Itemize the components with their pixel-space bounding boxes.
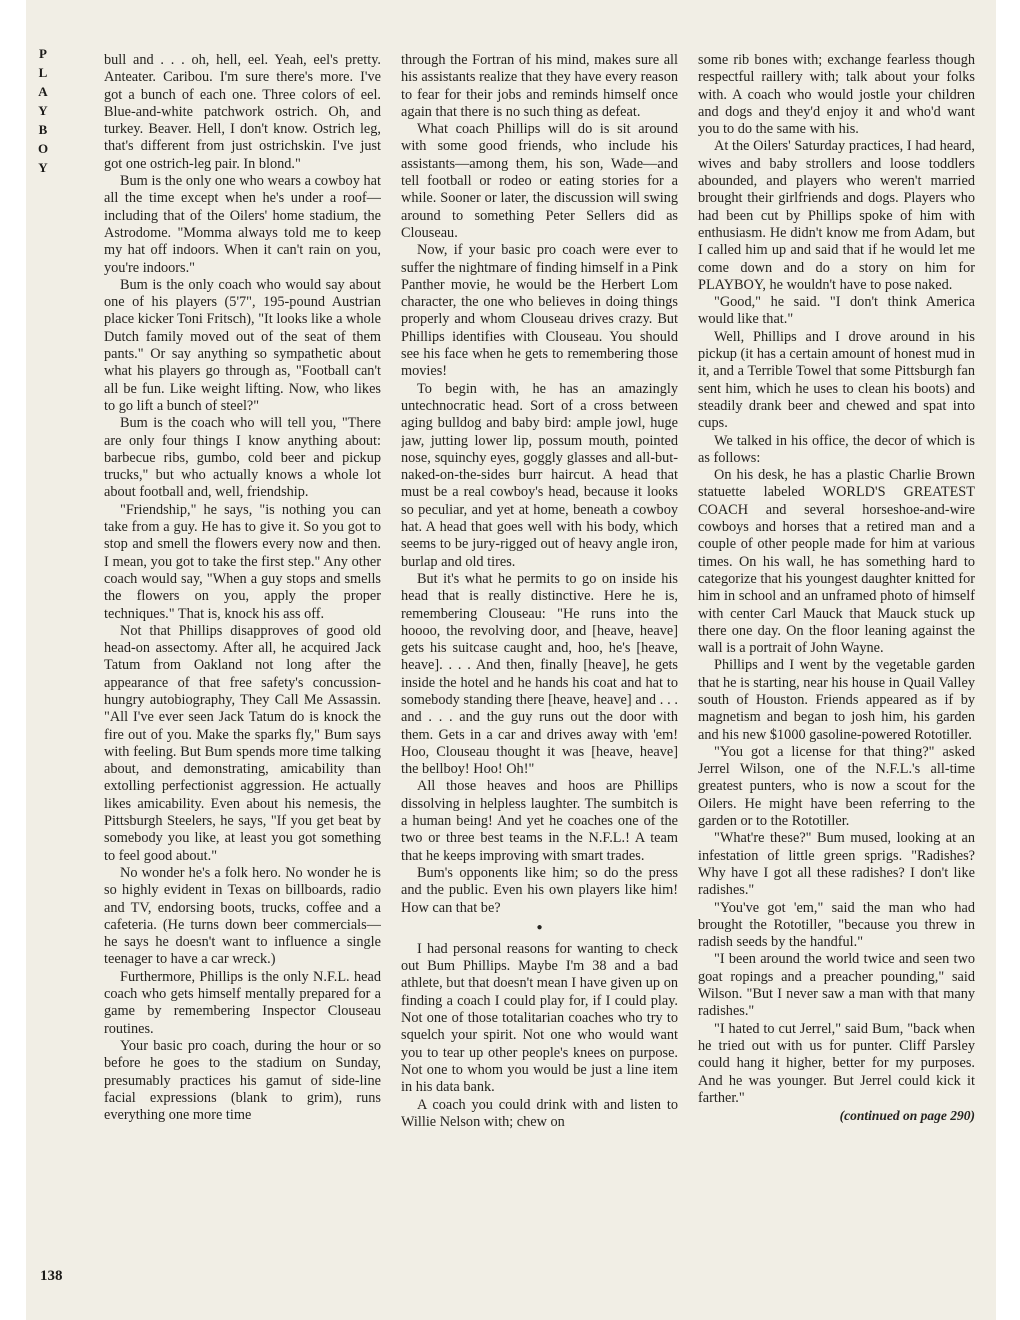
continued-note: (continued on page 290): [839, 1108, 975, 1124]
paragraph: On his desk, he has a plastic Charlie Brown statuette labeled WORLD'S GREATEST COACH and several horseshoe-and-wire cowboys and horses that a retired man and a couple of other people made for him at various times. On his wall, he has something hard to categorize that his youngest daughter knitted for him in school and an unframed photo of himself with center Carl Mauck that Mauck stuck up there one day. On the floor leaning against the wall is a portrait of John Wayne.: [698, 467, 975, 657]
paragraph: What coach Phillips will do is sit around with some good friends, who include his assistants—among them, his son, Wade—and tell football or rodeo or eating stories for a while. Sooner or later, the discussion will swing around to something Peter Sellers did as Clouseau.: [401, 121, 678, 241]
paragraph: Furthermore, Phillips is the only N.F.L. head coach who gets himself mentally prepared for a game by remembering Inspector Clouseau routines.: [104, 968, 381, 1037]
paragraph: Bum is the only coach who would say about one of his players (5'7", 195-pound Austrian place kicker Toni Fritsch), "It looks like a whole Dutch family moved out of the seat of them pants." Or say anything so sympathetic about what his players go through as, "Football can't all be fun. Like weight lifting. Now, who likes to go lift a bunch of steel?": [104, 276, 381, 414]
magazine-letter: B: [38, 122, 48, 137]
paragraph: "Good," he said. "I don't think America would like that.": [698, 294, 975, 328]
paragraph: "You got a license for that thing?" asked Jerrel Wilson, one of the N.F.L.'s all-time greatest punters, who is now a scout for the Oilers. He might have been referring to the garden or to the Rototiller.: [698, 743, 975, 830]
paragraph: No wonder he's a folk hero. No wonder he is so highly evident in Texas on billboards, radio and TV, endorsing boots, trucks, coffee and a cafeteria. (He turns down beer commercials—he says he doesn't want to influence a single teenager to have a car wreck.): [104, 864, 381, 968]
article-column-1: [104, 52, 381, 1264]
paragraph: some rib bones with; exchange fearless though respectful raillery with; talk about your folks with. A coach who would jostle your children and dogs and they'd enjoy it and who'd want you to do the same with his.: [698, 52, 975, 138]
magazine-name-vertical: [34, 44, 52, 177]
magazine-letter: P: [39, 46, 47, 61]
paragraph: "You've got 'em," said the man who had brought the Rototiller, "because you threw in radish seeds by the handful.": [698, 899, 975, 951]
paragraph: through the Fortran of his mind, makes sure all his assistants realize that they have every reason to fear for their jobs and reminds himself once again that there is no such thing as defeat.: [401, 52, 678, 120]
page-number: 138: [40, 1268, 63, 1284]
paragraph: Bum is the coach who will tell you, "There are only four things I know anything about: barbecue ribs, gumbo, cold beer and pickup trucks," but who actually knows a whole lot about football and, well, friendship.: [104, 415, 381, 501]
paragraph: Well, Phillips and I drove around in his pickup (it has a certain amount of honest mud in it, and a Terrible Towel that some Pittsburgh fan sent him, which he uses to clean his boots) and steadily drank beer and chewed and spat into cups.: [698, 328, 975, 432]
paragraph: "I been around the world twice and seen two goat ropings and a preacher pounding," said Wilson. "But I never saw a man with that many radishes.": [698, 951, 975, 1020]
paragraph: Phillips and I went by the vegetable garden that he is starting, near his house in Quail Valley south of Houston. Friends appeared as if by magnetism and began to josh him, his garden and his new $1000 gasoline-powered Rototiller.: [698, 657, 975, 743]
section-separator: ●: [536, 921, 543, 933]
paragraph: "Friendship," he says, "is nothing you can take from a guy. He has to give it. So you got to stop and smell the flowers every now and then. I mean, you got to take the first step." Any other coach would say, "When a guy stops and smells the flowers on you, apply the proper techniques." That is, knock his ass off.: [104, 501, 381, 622]
magazine-letter: A: [38, 84, 48, 99]
paragraph: "I hated to cut Jerrel," said Bum, "back when he tried out with us for punter. Cliff Parsley could hang it higher, better for my purposes. And he was younger. But Jerrel could kick it farther.": [698, 1020, 975, 1106]
article-column-2: [401, 52, 678, 1264]
paragraph: bull and . . . oh, hell, eel. Yeah, eel's pretty. Anteater. Caribou. I'm sure there's more. I've got a bunch of each one. Three colors of eel. Blue-and-white patchwork ostrich. Oh, and turkey. Beaver. Hell, I don't know. Ostrich leg, that's different from just ostrichskin. I've just got one ostrich-leg pair. In blond.": [104, 52, 381, 172]
magazine-letter: L: [38, 65, 48, 80]
paragraph: Not that Phillips disapproves of good old head-on assectomy. After all, he acquired Jack Tatum from Oakland not long after the appearance of that free safety's concussion-hungry autobiography, They Call Me Assassin. "All I've ever seen Jack Tatum do is knock the fire out of you. Make the sparks fly," Bum says with feeling. But Bum spends more time talking about, and demonstrating, amicability than extolling perfectionist aggression. He actually likes amicability. Even about his nemesis, the Pittsburgh Steelers, he says, "If you get beat by somebody you like, at least you got something to feel good about.": [104, 622, 381, 864]
paragraph: But it's what he permits to go on inside his head that is really distinctive. Here he is, remembering Clouseau: "He runs into the hoooo, the revolving door, and [heave, heave] gets his suitcase caught and, hoo, he's [heave, heave]. . . . And then, finally [heave], he gets inside the hotel and he hands his coat and hat to somebody standing there [heave, heave] and . . . and . . . and the guy runs out the door with them. Gets in a car and drives away with 'em! Hoo, Clouseau thought it was [heave, heave] the bellboy! Hoo! Oh!": [401, 570, 678, 778]
paragraph: All those heaves and hoos are Phillips dissolving in helpless laughter. The sumbitch is a human being! And yet he coaches one of the two or three best teams in the N.F.L.! A team that he keeps improving with smart trades.: [401, 778, 678, 864]
magazine-letter: Y: [38, 103, 48, 118]
paragraph: We talked in his office, the decor of which is as follows:: [698, 432, 975, 466]
magazine-letter: Y: [38, 160, 48, 175]
paragraph: At the Oilers' Saturday practices, I had heard, wives and baby strollers and loose toddlers abounded, and players who weren't married brought their girlfriends and dogs. Players who had been cut by Phillips spoke of him with enthusiasm. He didn't know me from Adam, but I called him up and said that if he would let me come down and do a story on him for PLAYBOY, he wouldn't have to pose naked.: [698, 138, 975, 293]
paragraph: Your basic pro coach, during the hour or so before he goes to the stadium on Sunday, presumably practices his gamut of side-line facial expressions (blank to grim), runs everything one more time: [104, 1037, 381, 1124]
paragraph: "What're these?" Bum mused, looking at an infestation of little green sprigs. "Radishes? Why have I got all these radishes? I don't like radishes.": [698, 830, 975, 899]
magazine-letter: O: [37, 141, 49, 156]
paragraph: Now, if your basic pro coach were ever to suffer the nightmare of finding himself in a Pink Panther movie, he would be the Herbert Lom character, the one who believes in doing things properly and whom Clouseau drives crazy. But Phillips identifies with Clouseau. You should see his face when he gets to remembering those movies!: [401, 242, 678, 380]
paragraph: To begin with, he has an amazingly untechnocratic head. Sort of a cross between aging bulldog and baby bird: ample jowl, huge jaw, jutting lower lip, possum mouth, pointed nose, squinchy eyes, goggly glasses and all-but-naked-on-the-sides burr haircut. A head that must be a real cowboy's head, because it looks so peculiar, and yet at home, beneath a cowboy hat. A head that goes well with his body, which seems to be jury-rigged out of heavy angle iron, burlap and old tires.: [401, 380, 678, 570]
article-column-3: [698, 52, 975, 1264]
paragraph: I had personal reasons for wanting to check out Bum Phillips. Maybe I'm 38 and a bad athlete, but that doesn't mean I have given up on finding a coach I could play for, if I could play. Not one of those totalitarian coaches who try to squelch your spirit. Not one who would want you to tear up other people's knees on purpose. Not one to whom you would be just a line item in his data bank.: [401, 940, 678, 1096]
paragraph: Bum's opponents like him; so do the press and the public. Even his own players like him! How can that be?: [401, 864, 678, 916]
paragraph: Bum is the only one who wears a cowboy hat all the time except when he's under a roof—including that of the Oilers' home stadium, the Astrodome. "Momma always told me to keep my hat off indoors. When it can't rain on you, you're indoors.": [104, 173, 381, 276]
paragraph: A coach you could drink with and listen to Willie Nelson with; chew on: [401, 1096, 678, 1130]
